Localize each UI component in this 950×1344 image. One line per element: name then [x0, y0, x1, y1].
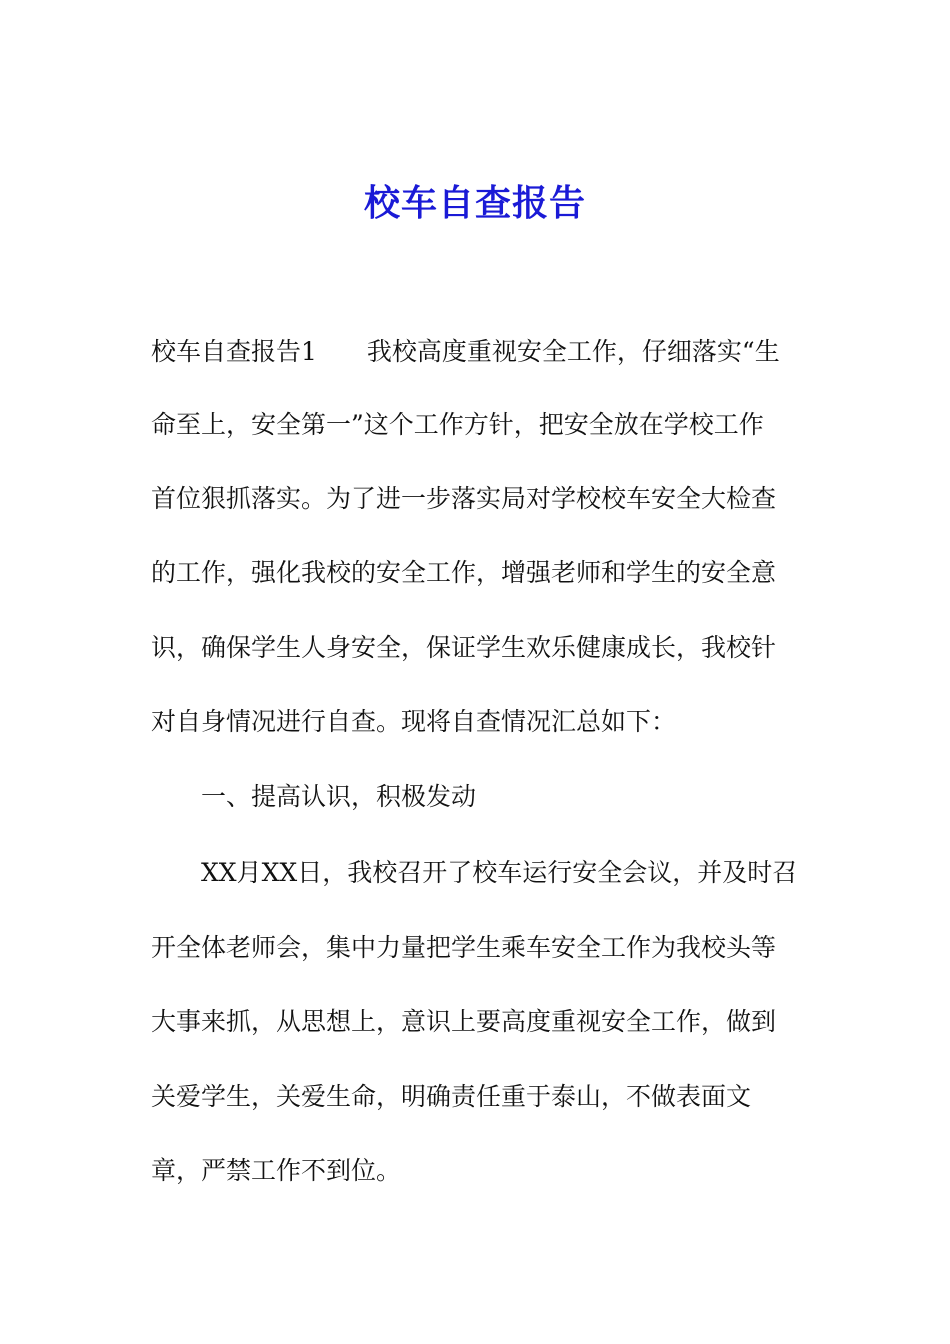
paragraph-line: 命至上，安全第一”这个工作方针，把安全放在学校工作 [151, 410, 764, 439]
paragraph-line: 的工作，强化我校的安全工作，增强老师和学生的安全意 [151, 558, 777, 587]
paragraph-line: 开全体老师会，集中力量把学生乘车安全工作为我校头等 [151, 933, 777, 962]
paragraph-line: 大事来抓，从思想上，意识上要高度重视安全工作，做到 [151, 1007, 777, 1036]
section-heading: 一、提高认识，积极发动 [201, 782, 477, 811]
paragraph-line: 识，确保学生人身安全，保证学生欢乐健康成长，我校针 [151, 633, 777, 662]
document-title: 校车自查报告 [363, 183, 586, 224]
paragraph-line: 章，严禁工作不到位。 [151, 1156, 402, 1185]
paragraph-line: 校车自查报告1 我校高度重视安全工作，仔细落实“生 [151, 337, 780, 366]
paragraph-line: 关爱学生，关爱生命，明确责任重于泰山，不做表面文 [151, 1082, 752, 1111]
paragraph-line: 对自身情况进行自查。现将自查情况汇总如下： [151, 707, 677, 736]
paragraph-line: XX月XX日，我校召开了校车运行安全会议，并及时召 [201, 858, 798, 887]
paragraph-line: 首位狠抓落实。为了进一步落实局对学校校车安全大检查 [151, 484, 777, 513]
